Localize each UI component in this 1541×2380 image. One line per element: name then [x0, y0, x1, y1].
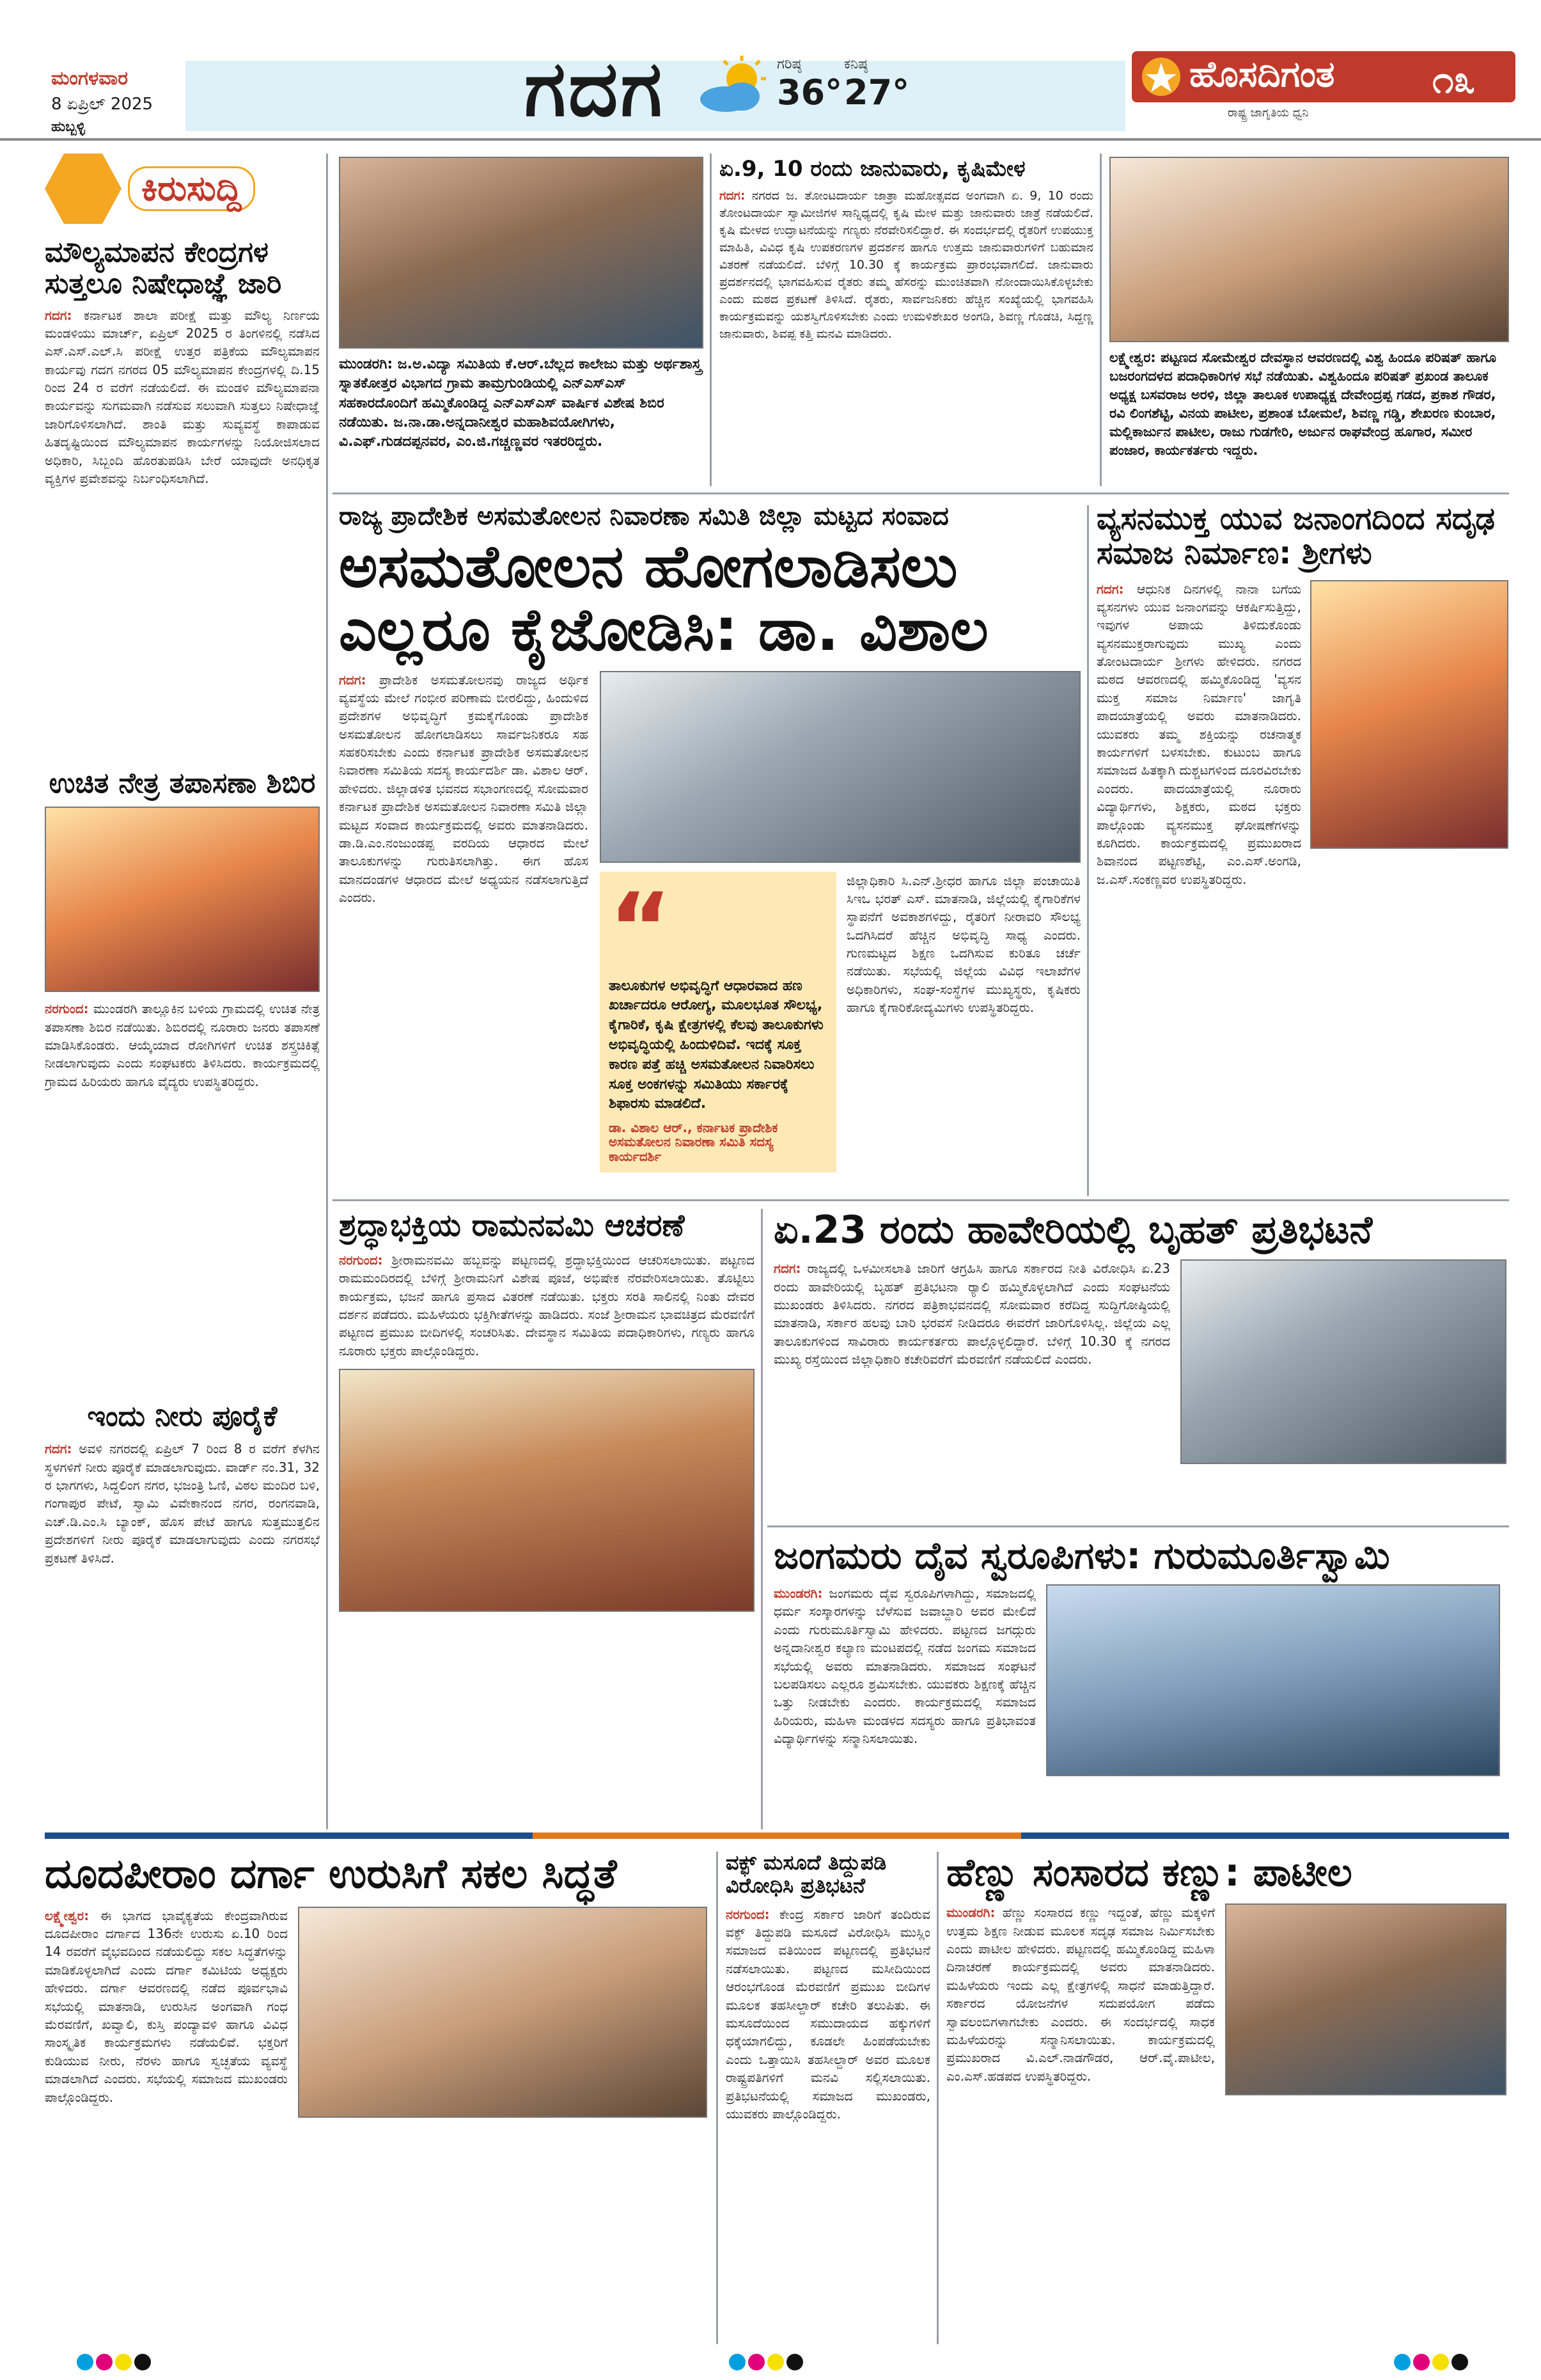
jangamaru-story: [774, 1535, 1509, 1826]
nss-camp-story: [339, 157, 703, 483]
column-rule: [761, 1209, 763, 1829]
lead-kicker: ರಾಜ್ಯ ಪ್ರಾದೇಶಿಕ ಅಸಮತೋಲನ ನಿವಾರಣಾ ಸಮಿತಿ ಜಿಲ್ಲಾ ಮಟ್ಟದ ಸಂವಾದ: [339, 502, 949, 531]
story-body: ಜಂಗಮರು ದೈವ ಸ್ವರೂಪಿಗಳಾಗಿದ್ದು, ಸಮಾಜದಲ್ಲಿ ಧರ್ಮ ಸಂಸ್ಕಾರಗಳನ್ನು ಬೆಳೆಸುವ ಜವಾಬ್ದಾರಿ ಅವರ ಮೇಲಿದೆ ಎಂದು ಗುರುಮೂರ್ತಿಸ್ವಾಮಿ ಹೇಳಿದರು. ಪಟ್ಟಣದ ಜಗದ್ಗುರು ಅನ್ನದಾನೀಶ್ವರ ಕಲ್ಯಾಣ ಮಂಟಪದಲ್ಲಿ ನಡೆದ ಜಂಗಮ ಸಮಾಜದ ಸಭೆಯಲ್ಲಿ ಅವರು ಮಾತನಾಡಿದರು. ಸಮಾಜದ ಸಂಘಟನೆ ಬಲಪಡಿಸಲು ಎಲ್ಲರೂ ಶ್ರಮಿಸಬೇಕು. ಯುವಕರು ಶಿಕ್ಷಣಕ್ಕೆ ಹೆಚ್ಚಿನ ಒತ್ತು ನೀಡಬೇಕು ಎಂದರು. ಕಾರ್ಯಕ್ರಮದಲ್ಲಿ ಸಮಾಜದ ಹಿರಿಯರು, ಮಹಿಳಾ ಮಂಡಳದ ಸದಸ್ಯರು ಹಾಗೂ ಪ್ರತಿಭಾವಂತ ವಿದ್ಯಾರ್ಥಿಗಳನ್ನು ಸನ್ಮಾನಿಸಲಾಯಿತು.: [774, 1585, 1036, 1747]
divider-blue: [45, 1832, 533, 1839]
dateline: ನರಗುಂದ:: [339, 1252, 383, 1268]
waqf-story: [726, 1852, 930, 2344]
cyan-dot: [77, 2354, 93, 2370]
yellow-dot: [767, 2354, 784, 2370]
brief-body: ಮುಂಡರಗಿ ತಾಲ್ಲೂಕಿನ ಬಳಿಯ ಗ್ರಾಮದಲ್ಲಿ ಉಚಿತ ನೇತ್ರ ತಪಾಸಣಾ ಶಿಬಿರ ನಡೆಯಿತು. ಶಿಬಿರದಲ್ಲಿ ನೂರಾರು ಜನರು ತಪಾಸಣೆ ಮಾಡಿಸಿಕೊಂಡರು. ಆಯ್ಕೆಯಾದ ರೋಗಿಗಳಿಗೆ ಉಚಿತ ಶಸ್ತ್ರಚಿಕಿತ್ಸೆ ನೀಡಲಾಗುವುದು ಎಂದು ಸಂಘಟಕರು ತಿಳಿಸಿದರು. ಕಾರ್ಯಕ್ರಮದಲ್ಲಿ ಗ್ರಾಮದ ಹಿರಿಯರು ಹಾಗೂ ವೈದ್ಯರು ಉಪಸ್ಥಿತರಿದ್ದರು.: [45, 1001, 320, 1089]
dateline: ಗದಗ:: [45, 307, 72, 323]
brand-name: ಹೊಸದಿಗಂತ: [1189, 54, 1335, 95]
masthead-date: 8 ಏಪ್ರಿಲ್ 2025: [51, 95, 153, 114]
weather-widget: [697, 54, 774, 118]
photo-caption: ಲಕ್ಷ್ಮೇಶ್ವರ: ಪಟ್ಟಣದ ಸೋಮೇಶ್ವರ ದೇವಸ್ಥಾನ ಆವರಣದಲ್ಲಿ ವಿಶ್ವ ಹಿಂದೂ ಪರಿಷತ್ ಹಾಗೂ ಬಜರಂಗದಳದ ಪದಾಧಿಕಾರಿಗಳ ಸಭೆ ನಡೆಯಿತು. ವಿಶ್ವಹಿಂದೂ ಪರಿಷತ್ ಪ್ರಖಂಡ ತಾಲೂಕ ಅಧ್ಯಕ್ಷ ಬಸವರಾಜ ಅರಳಿ, ಜಿಲ್ಲಾ ತಾಲೂಕ ಉಪಾಧ್ಯಕ್ಷ ದೇವೇಂದ್ರಪ್ಪ ಗಡದ, ಪ್ರಕಾಶ ಗೌಡರ, ರವಿ ಲಿಂಗಶೆಟ್ಟಿ, ವಿನಯ ಪಾಟೀಲ, ಪ್ರಶಾಂತ ಬೋಮಲೆ, ಶಿವಣ್ಣ ಗಡ್ಡಿ, ಶೇಖರಣ ಕುಂಬಾರ, ಮಲ್ಲಿಕಾರ್ಜುನ ಪಾಟೀಲ, ರಾಜು ಗುಡಗೇರಿ, ಅರ್ಜುನ ರಾಘವೇಂದ್ರ ಹೂಗಾರ, ಸಮೀರ ಪಂಜಾರ, ಕಾರ್ಯಕರ್ತರು ಇದ್ದರು.: [1109, 350, 1497, 458]
story-columns: [946, 1903, 1509, 2095]
story-headline: ಏ.23 ರಂದು ಹಾವೇರಿಯಲ್ಲಿ ಬೃಹತ್ ಪ್ರತಿಭಟನೆ: [774, 1209, 1373, 1252]
temp-max-label: ಗರಿಷ್ಠ: [777, 56, 802, 72]
story-columns: [774, 1584, 1509, 1776]
masthead: [0, 0, 1541, 141]
masthead-city: ಹುಬ್ಬಳ್ಳಿ: [51, 119, 86, 135]
temp-max: [777, 56, 842, 113]
dateline: ಗದಗ:: [45, 1441, 72, 1457]
divider-blue: [1021, 1832, 1509, 1839]
story-body: ಕೇಂದ್ರ ಸರ್ಕಾರ ಜಾರಿಗೆ ತಂದಿರುವ ವಕ್ಫ್ ತಿದ್ದುಪಡಿ ಮಸೂದೆ ವಿರೋಧಿಸಿ ಮುಸ್ಲಿಂ ಸಮಾಜದ ವತಿಯಿಂದ ಪಟ್ಟಣದಲ್ಲಿ ಪ್ರತಿಭಟನೆ ನಡೆಸಲಾಯಿತು. ಪಟ್ಟಣದ ಮಸೀದಿಯಿಂದ ಆರಂಭಗೊಂಡ ಮೆರವಣಿಗೆ ಪ್ರಮುಖ ಬೀದಿಗಳ ಮೂಲಕ ತಹಸೀಲ್ದಾರ್ ಕಚೇರಿ ತಲುಪಿತು. ಈ ಮಸೂದೆಯಿಂದ ಸಮುದಾಯದ ಹಕ್ಕುಗಳಿಗೆ ಧಕ್ಕೆಯಾಗಲಿದ್ದು, ಕೂಡಲೇ ಹಿಂಪಡೆಯಬೇಕು ಎಂದು ಒತ್ತಾಯಿಸಿ ತಹಸೀಲ್ದಾರ್ ಅವರ ಮೂಲಕ ರಾಷ್ಟ್ರಪತಿಗಳಿಗೆ ಮನವಿ ಸಲ್ಲಿಸಲಾಯಿತು. ಪ್ರತಿಭಟನೆಯಲ್ಲಿ ಸಮಾಜದ ಮುಖಂಡರು, ಯುವಕರು ಪಾಲ್ಗೊಂಡಿದ್ದರು.: [726, 1906, 930, 2122]
lakshmeshwar-story: [1109, 157, 1509, 483]
story-body: ಆಧುನಿಕ ದಿನಗಳಲ್ಲಿ ನಾನಾ ಬಗೆಯ ವ್ಯಸನಗಳು ಯುವ ಜನಾಂಗವನ್ನು ಆಕರ್ಷಿಸುತ್ತಿದ್ದು, ಇವುಗಳ ಅಪಾಯ ತಿಳಿದುಕೊಂಡು ವ್ಯಸನಮುಕ್ತರಾಗುವುದು ಮುಖ್ಯ ಎಂದು ತೋಂಟದಾರ್ಯ ಶ್ರೀಗಳು ಹೇಳಿದರು. ನಗರದ ಮಠದ ಆವರಣದಲ್ಲಿ ಹಮ್ಮಿಕೊಂಡಿದ್ದ 'ವ್ಯಸನ ಮುಕ್ತ ಸಮಾಜ ನಿರ್ಮಾಣ' ಜಾಗೃತಿ ಪಾದಯಾತ್ರೆಯಲ್ಲಿ ಅವರು ಮಾತನಾಡಿದರು. ಯುವಕರು ತಮ್ಮ ಶಕ್ತಿಯನ್ನು ರಚನಾತ್ಮಕ ಕಾರ್ಯಗಳಿಗೆ ಬಳಸಬೇಕು. ಕುಟುಂಬ ಹಾಗೂ ಸಮಾಜದ ಹಿತಕ್ಕಾಗಿ ದುಶ್ಚಟಗಳಿಂದ ದೂರವಿರಬೇಕು ಎಂದರು. ಪಾದಯಾತ್ರೆಯಲ್ಲಿ ನೂರಾರು ವಿದ್ಯಾರ್ಥಿಗಳು, ಶಿಕ್ಷಕರು, ಮಠದ ಭಕ್ತರು ಪಾಲ್ಗೊಂಡು ವ್ಯಸನಮುಕ್ತ ಘೋಷಣೆಗಳನ್ನು ಕೂಗಿದರು. ಕಾರ್ಯಕ್ರಮದಲ್ಲಿ ಪ್ರಮುಖರಾದ ಶಿವಾನಂದ ಪಟ್ಟಣಶೆಟ್ಟಿ, ಎಂ.ಎಸ್.ಅಂಗಡಿ, ಜ.ಎಸ್.ಸಂಕಣ್ಣವರ ಉಪಸ್ಥಿತರಿದ್ದರು.: [1097, 581, 1302, 887]
dateline: ಗದಗ:: [774, 1261, 801, 1277]
story-headline: ಜಂಗಮರು ದೈವ ಸ್ವರೂಪಿಗಳು: ಗುರುಮೂರ್ತಿಸ್ವಾಮಿ: [774, 1535, 1390, 1577]
column-rule: [710, 154, 712, 486]
column-rule: [1100, 154, 1102, 486]
row-rule: [767, 1525, 1509, 1527]
brief-headline: ಉಚಿತ ನೇತ್ರ ತಪಾಸಣಾ ಶಿಬಿರ: [49, 768, 316, 800]
row-rule: [332, 1199, 1509, 1201]
hennu-story: [946, 1852, 1509, 2344]
quote-box: [600, 872, 836, 1173]
temp-min-label: ಕನಿಷ್ಠ: [844, 56, 868, 72]
story-body: ಹೆಣ್ಣು ಸಂಸಾರದ ಕಣ್ಣು ಇದ್ದಂತೆ, ಹೆಣ್ಣು ಮಕ್ಕಳಿಗೆ ಉತ್ತಮ ಶಿಕ್ಷಣ ನೀಡುವ ಮೂಲಕ ಸದೃಢ ಸಮಾಜ ನಿರ್ಮಿಸಬೇಕು ಎಂದು ಪಾಟೀಲ ಹೇಳಿದರು. ಪಟ್ಟಣದಲ್ಲಿ ಹಮ್ಮಿಕೊಂಡಿದ್ದ ಮಹಿಳಾ ದಿನಾಚರಣೆ ಕಾರ್ಯಕ್ರಮದಲ್ಲಿ ಅವರು ಮಾತನಾಡಿದರು. ಮಹಿಳೆಯರು ಇಂದು ಎಲ್ಲ ಕ್ಷೇತ್ರಗಳಲ್ಲಿ ಸಾಧನೆ ಮಾಡುತ್ತಿದ್ದಾರೆ. ಸರ್ಕಾರದ ಯೋಜನೆಗಳ ಸದುಪಯೋಗ ಪಡೆದು ಸ್ವಾವಲಂಬಿಗಳಾಗಬೇಕು ಎಂದರು. ಈ ಸಂದರ್ಭದಲ್ಲಿ ಸಾಧಕ ಮಹಿಳೆಯರನ್ನು ಸನ್ಮಾನಿಸಲಾಯಿತು. ಕಾರ್ಯಕ್ರಮದಲ್ಲಿ ಪ್ರಮುಖರಾದ ವಿ.ಎಲ್.ನಾಡಗೌಡರ, ಆರ್.ವೈ.ಪಾಟೀಲ, ಎಂ.ಎಸ್.ಹಡಪದ ಉಪಸ್ಥಿತರಿದ್ದರು.: [946, 1905, 1215, 2084]
lead-headline: ಅಸಮತೋಲನ ಹೋಗಲಾಡಿಸಲು ಎಲ್ಲರೂ ಕೈಜೋಡಿಸಿ: ಡಾ. ವಿಶಾಲ: [339, 532, 989, 665]
newspaper-brand: [1132, 45, 1515, 134]
lead-column: [339, 671, 588, 1173]
ramanavami-photo: [339, 1369, 755, 1612]
brief-item: [45, 237, 320, 761]
magenta-dot: [96, 2354, 113, 2370]
magenta-dot: [1413, 2354, 1430, 2370]
kirusuddi-badge: [45, 154, 275, 224]
story-headline: ಹೆಣ್ಣು ಸಂಸಾರದ ಕಣ್ಣು: ಪಾಟೀಲ: [946, 1852, 1352, 1895]
ramanavami-story: [339, 1209, 755, 1823]
story-body: ಶ್ರೀರಾಮನವಮಿ ಹಬ್ಬವನ್ನು ಪಟ್ಟಣದಲ್ಲಿ ಶ್ರದ್ಧಾಭಕ್ತಿಯಿಂದ ಆಚರಿಸಲಾಯಿತು. ಪಟ್ಟಣದ ರಾಮಮಂದಿರದಲ್ಲಿ ಬೆಳಿಗ್ಗೆ ಶ್ರೀರಾಮನಿಗೆ ವಿಶೇಷ ಪೂಜೆ, ಅಭಿಷೇಕ ನೆರವೇರಿಸಲಾಯಿತು. ತೊಟ್ಟಿಲು ಕಾರ್ಯಕ್ರಮ, ಭಜನೆ ಹಾಗೂ ಪ್ರಸಾದ ವಿತರಣೆ ನಡೆಯಿತು. ಭಕ್ತರು ಸರತಿ ಸಾಲಿನಲ್ಲಿ ನಿಂತು ದೇವರ ದರ್ಶನ ಪಡೆದರು. ಮಹಿಳೆಯರು ಭಕ್ತಿಗೀತೆಗಳನ್ನು ಹಾಡಿದರು. ಸಂಜೆ ಶ್ರೀರಾಮನ ಭಾವಚಿತ್ರದ ಮೆರವಣಿಗೆ ಪಟ್ಟಣದ ಪ್ರಮುಖ ಬೀದಿಗಳಲ್ಲಿ ಸಂಚರಿಸಿತು. ದೇವಸ್ಥಾನ ಸಮಿತಿಯ ಪದಾಧಿಕಾರಿಗಳು, ಗಣ್ಯರು ಹಾಗೂ ನೂರಾರು ಭಕ್ತರು ಪಾಲ್ಗೊಂಡಿದ್ದರು.: [339, 1252, 755, 1359]
brief-body: ಅವಳಿ ನಗರದಲ್ಲಿ ಏಪ್ರಿಲ್ 7 ರಿಂದ 8 ರ ವರೆಗೆ ಕೆಳಗಿನ ಸ್ಥಳಗಳಿಗೆ ನೀರು ಪೂರೈಕೆ ಮಾಡಲಾಗುವುದು. ವಾರ್ಡ್ ನಂ.31, 32 ರ ಭಾಗಗಳು, ಸಿದ್ದಲಿಂಗ ನಗರ, ಭಜಂತ್ರಿ ಓಣಿ, ವಿಠಲ ಮಂದಿರ ಬಳಿ, ಗಂಗಾಪುರ ಪೇಟೆ, ಸ್ವಾಮಿ ವಿವೇಕಾನಂದ ನಗರ, ರಂಗನವಾಡಿ, ಎಚ್.ಡಿ.ಎಂ.ಸಿ ಬ್ಯಾಂಕ್, ಹೊಸ ಪೇಟೆ ಹಾಗೂ ಸುತ್ತಮುತ್ತಲಿನ ಪ್ರದೇಶಗಳಿಗೆ ನೀರು ಪೂರೈಕೆ ಮಾಡಲಾಗುವುದು ಎಂದು ನಗರಸಭೆ ಪ್ರಕಟಣೆ ತಿಳಿಸಿದೆ.: [45, 1441, 320, 1566]
womens-day-photo: [1225, 1903, 1506, 2095]
dateline: ಲಕ್ಷ್ಮೇಶ್ವರ:: [45, 1907, 90, 1923]
registration-marks: [1394, 2354, 1471, 2373]
eye-camp-photo: [45, 807, 320, 992]
temp-max-value: 36°: [777, 72, 843, 113]
story-columns: [45, 1907, 710, 2118]
brief-item: [45, 1401, 320, 1823]
krishimela-story: [719, 157, 1093, 483]
registration-marks: [77, 2354, 153, 2373]
dateline: ನರಗುಂದ:: [45, 1001, 89, 1017]
lead-body-2: ಜಿಲ್ಲಾಧಿಕಾರಿ ಸಿ.ಎನ್.ಶ್ರೀಧರ ಹಾಗೂ ಜಿಲ್ಲಾ ಪಂಚಾಯಿತಿ ಸಿಇಒ ಭರತ್ ಎಸ್. ಮಾತನಾಡಿ, ಜಿಲ್ಲೆಯಲ್ಲಿ ಕೈಗಾರಿಕೆಗಳ ಸ್ಥಾಪನೆಗೆ ಅವಕಾಶಗಳಿದ್ದು, ರೈತರಿಗೆ ನೀರಾವರಿ ಸೌಲಭ್ಯ ಒದಗಿಸಿದರೆ ಹೆಚ್ಚಿನ ಅಭಿವೃದ್ಧಿ ಸಾಧ್ಯ ಎಂದರು. ಗುಣಮಟ್ಟದ ಶಿಕ್ಷಣ ಒದಗಿಸುವ ಕುರಿತೂ ಚರ್ಚೆ ನಡೆಯಿತು. ಸಭೆಯಲ್ಲಿ ಜಿಲ್ಲೆಯ ವಿವಿಧ ಇಲಾಖೆಗಳ ಅಧಿಕಾರಿಗಳು, ಸಂಘ-ಸಂಸ್ಥೆಗಳ ಮುಖ್ಯಸ್ಥರು, ಕೃಷಿಕರು ಹಾಗೂ ಕೈಗಾರಿಕೋದ್ಯಮಿಗಳು ಉಪಸ್ಥಿತರಿದ್ದರು.: [847, 872, 1081, 1016]
yellow-dot: [115, 2354, 132, 2370]
cyan-dot: [729, 2354, 746, 2370]
photo-caption: ಮುಂಡರಗಿ: ಜ.ಅ.ವಿದ್ಯಾ ಸಮಿತಿಯ ಕೆ.ಆರ್.ಬೆಲ್ಲದ ಕಾಲೇಜು ಮತ್ತು ಅರ್ಥಶಾಸ್ತ್ರ ಸ್ನಾತಕೋತ್ತರ ವಿಭಾಗದ ಗ್ರಾಮ ತಾಮ್ರಗುಂಡಿಯಲ್ಲಿ ಎನ್ಎಸ್ಎಸ್ ಸಹಕಾರದೊಂದಿಗೆ ಹಮ್ಮಿಕೊಂಡಿದ್ದ ಎನ್ಎಸ್ಎಸ್ ವಾರ್ಷಿಕ ವಿಶೇಷ ಶಿಬಿರ ನಡೆಯಿತು. ಜ.ನಾ.ಡಾ.ಅನ್ನದಾನೀಶ್ವರ ಮಹಾಶಿವಯೋಗಿಗಳು, ವಿ.ಎಫ್.ಗುಡದಪ್ಪನವರ, ಎಂ.ಜಿ.ಗಚ್ಚಣ್ಣವರ ಇತರರಿದ್ದರು.: [339, 356, 701, 450]
story-body: ನಗರದ ಜ. ತೋಂಟದಾರ್ಯ ಜಾತ್ರಾ ಮಹೋತ್ಸವದ ಅಂಗವಾಗಿ ಏ. 9, 10 ರಂದು ತೋಂಟದಾರ್ಯ ಸ್ವಾಮೀಜಿಗಳ ಸಾನ್ನಿಧ್ಯದಲ್ಲಿ ಕೃಷಿ ಮೇಳ ಮತ್ತು ಜಾನುವಾರು ಜಾತ್ರೆ ನಡೆಯಲಿದೆ. ಕೃಷಿ ಮೇಳದ ಉದ್ಘಾಟನೆಯನ್ನು ಗಣ್ಯರು ನೆರವೇರಿಸಲಿದ್ದಾರೆ. ಈ ಸಂದರ್ಭದಲ್ಲಿ ರೈತರಿಗೆ ಉಪಯುಕ್ತ ಮಾಹಿತಿ, ವಿವಿಧ ಕೃಷಿ ಉಪಕರಣಗಳ ಪ್ರದರ್ಶನ ಹಾಗೂ ಉತ್ತಮ ಜಾನುವಾರುಗಳಿಗೆ ಬಹುಮಾನ ವಿತರಣೆ ನಡೆಯಲಿದೆ. ಬೆಳಿಗ್ಗೆ 10.30 ಕ್ಕೆ ಕಾರ್ಯಕ್ರಮ ಪ್ರಾರಂಭವಾಗಲಿದೆ. ಜಾನುವಾರು ಪ್ರದರ್ಶನದಲ್ಲಿ ಭಾಗವಹಿಸುವ ರೈತರು ತಮ್ಮ ಹೆಸರನ್ನು ಮುಂಚಿತವಾಗಿ ನೋಂದಾಯಿಸಿಕೊಳ್ಳಬೇಕು ಎಂದು ಮಠದ ಪ್ರಕಟಣೆ ತಿಳಿಸಿದೆ. ರೈತರು, ಸಾರ್ವಜನಿಕರು ಹೆಚ್ಚಿನ ಸಂಖ್ಯೆಯಲ್ಲಿ ಭಾಗವಹಿಸಿ ಕಾರ್ಯಕ್ರಮವನ್ನು ಯಶಸ್ವಿಗೊಳಿಸಬೇಕು ಎಂದು ಉಮಳಿಶೇಖರ ಅಂಗಡಿ, ಶಿವಣ್ಣ ಗೊಡಚಿ, ಸಿದ್ದಣ್ಣ ಜಾನುವಾರು, ಶಿವಪ್ಪ ಕತ್ತಿ ಮನವಿ ಮಾಡಿದರು.: [719, 189, 1093, 341]
column-rule: [716, 1852, 718, 2344]
brief-item: [45, 768, 320, 1279]
quote-text: ತಾಲೂಕುಗಳ ಅಭಿವೃದ್ಧಿಗೆ ಆಧಾರವಾದ ಹಣ ಖರ್ಚಾದರೂ ಆರೋಗ್ಯ, ಮೂಲಭೂತ ಸೌಲಭ್ಯ, ಕೈಗಾರಿಕೆ, ಕೃಷಿ ಕ್ಷೇತ್ರಗಳಲ್ಲಿ ಕೆಲವು ತಾಲೂಕುಗಳು ಅಭಿವೃದ್ಧಿಯಲ್ಲಿ ಹಿಂದುಳಿದಿವೆ. ಇದಕ್ಕೆ ಸೂಕ್ತ ಕಾರಣ ಪತ್ತೆ ಹಚ್ಚಿ ಅಸಮತೋಲನ ನಿವಾರಿಸಲು ಸೂಕ್ತ ಅಂಕಗಳನ್ನು ಸಮಿತಿಯು ಸರ್ಕಾರಕ್ಕೆ ಶಿಫಾರಸು ಮಾಡಲಿದೆ.: [609, 977, 824, 1112]
story-body: ಈ ಭಾಗದ ಭಾವೈಕ್ಯತೆಯ ಕೇಂದ್ರವಾಗಿರುವ ದೂದಪೀರಾಂ ದರ್ಗಾದ 136ನೇ ಉರುಸು ಏ.10 ರಿಂದ 14 ರವರೆಗೆ ವೈಭವದಿಂದ ನಡೆಯಲಿದ್ದು ಸಕಲ ಸಿದ್ಧತೆಗಳನ್ನು ಮಾಡಿಕೊಳ್ಳಲಾಗಿದೆ ಎಂದು ದರ್ಗಾ ಕಮಿಟಿಯ ಅಧ್ಯಕ್ಷರು ಹೇಳಿದರು. ದರ್ಗಾ ಆವರಣದಲ್ಲಿ ನಡೆದ ಪೂರ್ವಭಾವಿ ಸಭೆಯಲ್ಲಿ ಮಾತನಾಡಿ, ಉರುಸಿನ ಅಂಗವಾಗಿ ಗಂಧ ಮೆರವಣಿಗೆ, ಖವ್ವಾಲಿ, ಕುಸ್ತಿ ಪಂದ್ಯಾವಳಿ ಹಾಗೂ ವಿವಿಧ ಸಾಂಸ್ಕೃತಿಕ ಕಾರ್ಯಕ್ರಮಗಳು ನಡೆಯಲಿವೆ. ಭಕ್ತರಿಗೆ ಕುಡಿಯುವ ನೀರು, ನೆರಳು ಹಾಗೂ ಸ್ವಚ್ಛತೆಯ ವ್ಯವಸ್ಥೆ ಮಾಡಲಾಗಿದೆ ಎಂದರು. ಸಭೆಯಲ್ಲಿ ಸಮಾಜದ ಮುಖಂಡರು ಪಾಲ್ಗೊಂಡಿದ್ದರು.: [45, 1907, 288, 2105]
column-rule: [937, 1852, 939, 2344]
black-dot: [134, 2354, 151, 2370]
story-headline: ದೂದಪೀರಾಂ ದರ್ಗಾ ಉರುಸಿಗೆ ಸಕಲ ಸಿದ್ಧತೆ: [45, 1852, 617, 1898]
brief-body: ಕರ್ನಾಟಕ ಶಾಲಾ ಪರೀಕ್ಷೆ ಮತ್ತು ಮೌಲ್ಯ ನಿರ್ಣಯ ಮಂಡಳಿಯು ಮಾರ್ಚ್, ಏಪ್ರಿಲ್ 2025 ರ ತಿಂಗಳಿನಲ್ಲಿ ನಡೆಸಿದ ಎಸ್.ಎಸ್.ಎಲ್.ಸಿ ಪರೀಕ್ಷೆ ಉತ್ತರ ಪತ್ರಿಕೆಯ ಮೌಲ್ಯಮಾಪನ ಕಾರ್ಯವು ಗದಗ ನಗರದ 05 ಮೌಲ್ಯಮಾಪನ ಕೇಂದ್ರಗಳಲ್ಲಿ ದಿ.15 ರಿಂದ 24 ರ ವರೆಗೆ ನಡೆಯಲಿದೆ. ಈ ಮಂಡಳಿ ಮೌಲ್ಯಮಾಪನಾ ಕಾರ್ಯವನ್ನು ಸುಗಮವಾಗಿ ನಡೆಸುವ ಸಲುವಾಗಿ ಸುತ್ತಲು ನಿಷೇಧಾಜ್ಞೆ ಜಾರಿಗೊಳಿಸಲಾಗಿದೆ. ಶಾಂತಿ ಮತ್ತು ಸುವ್ಯವಸ್ಥೆ ಕಾಪಾಡುವ ಹಿತದೃಷ್ಟಿಯಿಂದ ಮೌಲ್ಯಮಾಪನ ಕಾರ್ಯಗಳನ್ನು ನಿಯೋಜಿಸಲಾದ ಅಧಿಕಾರಿ, ಸಿಬ್ಬಂದಿ ಹೊರತುಪಡಿಸಿ ಬೇರೆ ಯಾವುದೇ ಅನಧಿಕೃತ ವ್ಯಕ್ತಿಗಳ ಪ್ರವೇಶವನ್ನು ನಿರ್ಬಂಧಿಸಲಾಗಿದೆ.: [45, 307, 320, 487]
story-headline: ಏ.9, 10 ರಂದು ಜಾನುವಾರು, ಕೃಷಿಮೇಳ: [719, 157, 1026, 182]
sun-cloud-icon: [697, 54, 774, 118]
section-divider: [45, 1832, 1509, 1839]
story-columns: [1097, 580, 1509, 889]
haveri-story: [774, 1209, 1509, 1516]
hand-icon: [45, 154, 121, 224]
dateline: ಗದಗ:: [339, 672, 366, 688]
press-meet-photo: [1180, 1259, 1506, 1464]
lead-body: ಪ್ರಾದೇಶಿಕ ಅಸಮತೋಲನವು ರಾಜ್ಯದ ಅರ್ಥಿಕ ವ್ಯವಸ್ಥೆಯ ಮೇಲೆ ಗಂಭೀರ ಪರಿಣಾಮ ಬೀರಲಿದ್ದು, ಹಿಂದುಳಿದ ಪ್ರದೇಶಗಳ ಅಭಿವೃದ್ಧಿಗೆ ಕ್ರಮಕೈಗೊಂಡು ಪ್ರಾದೇಶಿಕ ಅಸಮತೋಲನ ಹೋಗಲಾಡಿಸಲು ಸಾರ್ವಜನಿಕರೂ ಸಹ ಸಹಕರಿಸಬೇಕು ಎಂದು ಕರ್ನಾಟಕ ಪ್ರಾದೇಶಿಕ ಅಸಮತೋಲನ ನಿವಾರಣಾ ಸಮಿತಿಯ ಸದಸ್ಯ ಕಾರ್ಯದರ್ಶಿ ಡಾ. ವಿಶಾಲ ಆರ್. ಹೇಳಿದರು. ಜಿಲ್ಲಾಡಳಿತ ಭವನದ ಸಭಾಂಗಣದಲ್ಲಿ ಸೋಮವಾರ ಕರ್ನಾಟಕ ಪ್ರಾದೇಶಿಕ ಅಸಮತೋಲನ ನಿವಾರಣಾ ಸಮಿತಿ ಜಿಲ್ಲಾ ಮಟ್ಟದ ಸಂವಾದ ಕಾರ್ಯಕ್ರಮದಲ್ಲಿ ಅವರು ಮಾತನಾಡಿದರು. ಡಾ.ಡಿ.ಎಂ.ನಂಜುಂಡಪ್ಪ ವರದಿಯ ಆಧಾರದ ಮೇಲೆ ತಾಲೂಕುಗಳನ್ನು ಗುರುತಿಸಲಾಗಿತ್ತು. ಈಗ ಹೊಸ ಮಾನದಂಡಗಳ ಆಧಾರದ ಮೇಲೆ ಅಧ್ಯಯನ ನಡೆಸಲಾಗುತ್ತಿದೆ ಎಂದರು.: [339, 672, 588, 906]
quote-mark-icon: “: [609, 872, 672, 984]
registration-marks: [729, 2354, 806, 2373]
column-rule: [326, 154, 328, 1829]
dateline: ನರಗುಂದ:: [726, 1906, 770, 1922]
rally-photo: [1310, 580, 1508, 849]
dateline: ಮುಂಡರಗಿ:: [946, 1905, 996, 1921]
vyasanamukta-story: [1097, 502, 1509, 1193]
brand-logo-icon: [1141, 56, 1182, 97]
edition-title: ಗದಗ: [524, 45, 665, 134]
divider-orange: [533, 1832, 1021, 1839]
temp-min: [844, 56, 909, 113]
lead-columns: [339, 671, 1081, 1173]
black-dot: [786, 2354, 803, 2370]
yellow-dot: [1432, 2354, 1449, 2370]
kirusuddi-label: ಕಿರುಸುದ್ದಿ: [128, 166, 255, 211]
brief-headline: ಇಂದು ನೀರು ಪೂರೈಕೆ: [87, 1401, 278, 1433]
magenta-dot: [748, 2354, 765, 2370]
quote-attribution: ಡಾ. ವಿಶಾಲ ಆರ್., ಕರ್ನಾಟಕ ಪ್ರಾದೇಶಿಕ ಅಸಮತೋಲನ ನಿವಾರಣಾ ಸಮಿತಿ ಸದಸ್ಯ ಕಾರ್ಯದರ್ಶಿ: [609, 1120, 778, 1164]
story-headline: ಶ್ರದ್ಧಾಭಕ್ತಿಯ ರಾಮನವಮಿ ಆಚರಣೆ: [339, 1209, 685, 1243]
cyan-dot: [1394, 2354, 1411, 2370]
page-number: ೧೩: [1432, 58, 1476, 102]
brief-headline: ಮೌಲ್ಯಮಾಪನ ಕೇಂದ್ರಗಳ ಸುತ್ತಲೂ ನಿಷೇಧಾಜ್ಞೆ ಜಾರಿ: [45, 237, 282, 301]
story-columns: [774, 1259, 1509, 1464]
story-body: ರಾಜ್ಯದಲ್ಲಿ ಒಳಮೀಸಲಾತಿ ಜಾರಿಗೆ ಆಗ್ರಹಿಸಿ ಹಾಗೂ ಸರ್ಕಾರದ ನೀತಿ ವಿರೋಧಿಸಿ ಏ.23 ರಂದು ಹಾವೇರಿಯಲ್ಲಿ ಬೃಹತ್ ಪ್ರತಿಭಟನಾ ರ‍್ಯಾಲಿ ಹಮ್ಮಿಕೊಳ್ಳಲಾಗಿದೆ ಎಂದು ಸಂಘಟನೆಯ ಮುಖಂಡರು ತಿಳಿಸಿದರು. ನಗರದ ಪತ್ರಿಕಾಭವನದಲ್ಲಿ ಸೋಮವಾರ ಕರೆದಿದ್ದ ಸುದ್ದಿಗೋಷ್ಠಿಯಲ್ಲಿ ಮಾತನಾಡಿ, ಸರ್ಕಾರ ಹಲವು ಬಾರಿ ಭರವಸೆ ನೀಡಿದರೂ ಈವರೆಗೆ ಜಾರಿಗೊಳಿಸಿಲ್ಲ. ಜಿಲ್ಲೆಯ ಎಲ್ಲ ತಾಲೂಕುಗಳಿಂದ ಸಾವಿರಾರು ಕಾರ್ಯಕರ್ತರು ಪಾಲ್ಗೊಳ್ಳಲಿದ್ದಾರೆ. ಬೆಳಿಗ್ಗೆ 10.30 ಕ್ಕೆ ನಗರದ ಮುಖ್ಯ ರಸ್ತೆಯಿಂದ ಜಿಲ್ಲಾಧಿಕಾರಿ ಕಚೇರಿವರೆಗೆ ಮೆರವಣಿಗೆ ನಡೆಯಲಿದೆ ಎಂದರು.: [774, 1261, 1170, 1367]
masthead-day: ಮಂಗಳವಾರ: [51, 67, 129, 90]
temp-min-value: 27°: [844, 72, 910, 113]
stage-photo: [1046, 1584, 1500, 1776]
column-rule: [1087, 505, 1089, 1196]
nss-camp-photo: [339, 157, 703, 349]
meeting-photo: [1109, 157, 1509, 342]
lead-right: [600, 671, 1081, 1173]
brand-tagline: ರಾಷ್ಟ್ರ ಜಾಗೃತಿಯ ಧ್ವನಿ: [1228, 106, 1309, 120]
dateline: ಗದಗ:: [1097, 581, 1124, 597]
lead-story: [339, 502, 1081, 1193]
story-headline: ವಕ್ಫ್ ಮಸೂದೆ ತಿದ್ದುಪಡಿ ವಿರೋಧಿಸಿ ಪ್ರತಿಭಟನೆ: [726, 1852, 887, 1898]
dudapeeram-story: [45, 1852, 710, 2344]
dargah-meeting-photo: [298, 1907, 707, 2118]
meeting-hall-photo: [600, 671, 1081, 863]
row-rule: [332, 493, 1509, 494]
story-headline: ವ್ಯಸನಮುಕ್ತ ಯುವ ಜನಾಂಗದಿಂದ ಸದೃಢ ಸಮಾಜ ನಿರ್ಮಾಣ: ಶ್ರೀಗಳು: [1097, 502, 1495, 571]
dateline: ಗದಗ:: [719, 189, 746, 203]
black-dot: [1451, 2354, 1468, 2370]
dateline: ಮುಂಡರಗಿ:: [774, 1585, 823, 1601]
lead-right-columns: [600, 872, 1081, 1173]
